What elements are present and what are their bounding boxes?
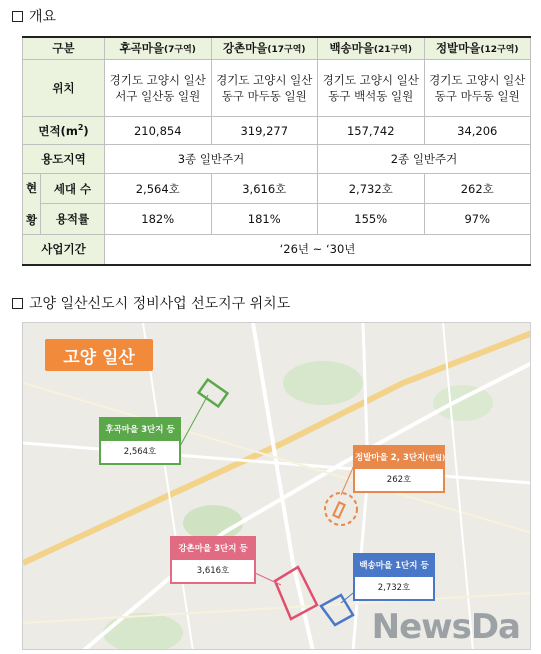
callout-value: 3,616호 — [196, 566, 230, 576]
header-jeongbal: 정발마을(12구역) — [424, 37, 531, 59]
table-row — [23, 116, 531, 145]
header-hugok: 후곡마을(7구역) — [105, 37, 212, 59]
cell-area: 210,854 — [105, 116, 212, 145]
row-label-status: 현 황 — [23, 173, 41, 234]
cell-area: 34,206 — [424, 116, 531, 145]
cell-households: 262호 — [424, 173, 531, 204]
header-category: 구분 — [23, 37, 105, 59]
table-row — [23, 204, 531, 235]
map-background — [23, 323, 531, 650]
cell-households: 2,564호 — [105, 173, 212, 204]
callout-title: 정발마을 2, 3단지(연립) — [355, 447, 443, 469]
callout-baeksong — [353, 553, 435, 601]
table-row — [23, 234, 531, 265]
checkbox-square-icon — [12, 11, 23, 22]
cell-location: 경기도 고양시 일산서구 일산동 일원 — [105, 59, 212, 116]
row-label-far: 용적률 — [41, 204, 105, 235]
cell-location: 경기도 고양시 일산동구 마두동 일원 — [424, 59, 531, 116]
cell-period: ‘26년 ~ ‘30년 — [105, 234, 531, 265]
row-label-zoning: 용도지역 — [23, 145, 105, 174]
cell-area: 157,742 — [318, 116, 425, 145]
cell-far: 181% — [211, 204, 318, 235]
callout-title: 백송마을 1단지 등 — [355, 555, 433, 577]
cell-households: 3,616호 — [211, 173, 318, 204]
row-label-period: 사업기간 — [23, 234, 105, 265]
table-row — [23, 145, 531, 174]
callout-title: 후곡마을 3단지 등 — [101, 419, 179, 441]
location-map — [22, 322, 531, 650]
callout-value: 2,732호 — [377, 583, 411, 593]
row-label-households: 세대 수 — [41, 173, 105, 204]
section-title: 고양 일산신도시 정비사업 선도지구 위치도 — [29, 296, 291, 312]
section-title: 개요 — [29, 9, 57, 25]
newsda-watermark: NewsDa — [371, 607, 520, 647]
cell-area: 319,277 — [211, 116, 318, 145]
table-row — [23, 59, 531, 116]
cell-location: 경기도 고양시 일산동구 마두동 일원 — [211, 59, 318, 116]
row-label-location: 위치 — [23, 59, 105, 116]
cell-zoning: 3종 일반주거 — [105, 145, 318, 174]
callout-jeongbal — [353, 445, 445, 493]
cell-location: 경기도 고양시 일산동구 백석동 일원 — [318, 59, 425, 116]
row-label-area: 면적$(m^2)$ — [23, 116, 105, 145]
callout-hugok — [99, 417, 181, 465]
cell-far: 155% — [318, 204, 425, 235]
section-heading-map — [12, 293, 290, 313]
table-row — [23, 173, 531, 204]
header-baeksong: 백송마을(21구역) — [318, 37, 425, 59]
section-heading-overview — [12, 6, 56, 26]
cell-far: 182% — [105, 204, 212, 235]
table-header-row — [23, 37, 531, 59]
callout-value: 2,564호 — [123, 447, 157, 457]
callout-gangchon — [170, 536, 256, 584]
callout-title: 강촌마을 3단지 등 — [172, 538, 254, 560]
cell-households: 2,732호 — [318, 173, 425, 204]
map-title: 고양 일산 — [45, 339, 153, 371]
cell-far: 97% — [424, 204, 531, 235]
checkbox-square-icon — [12, 298, 23, 309]
overview-table — [22, 36, 531, 266]
callout-value: 262호 — [386, 475, 412, 485]
cell-zoning: 2종 일반주거 — [318, 145, 531, 174]
header-gangchon: 강촌마을(17구역) — [211, 37, 318, 59]
